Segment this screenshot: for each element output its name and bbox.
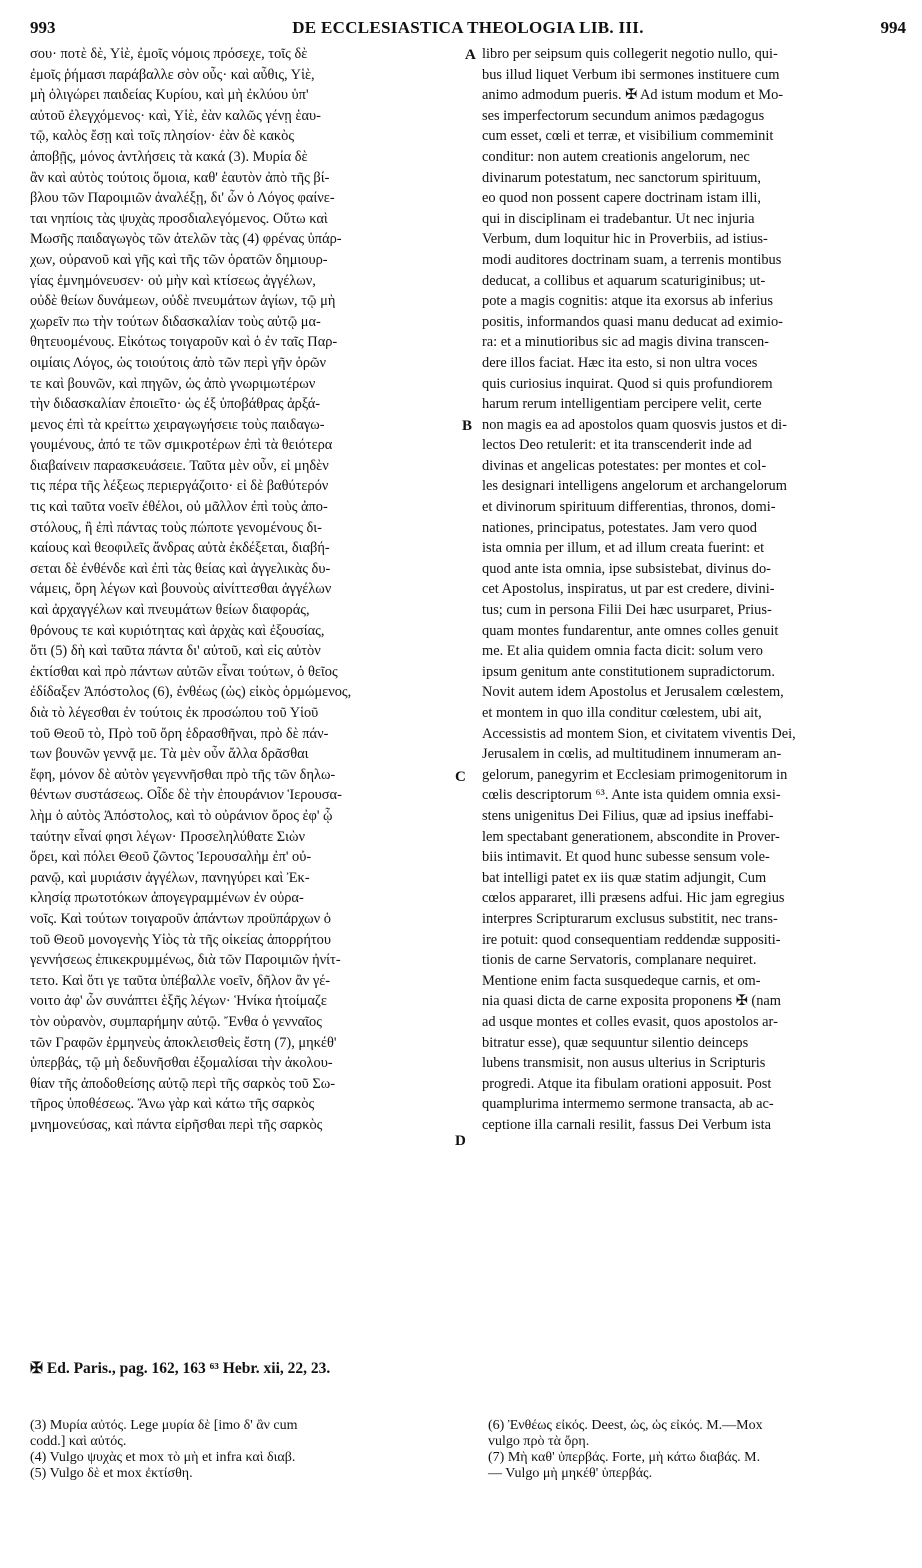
latin-text-line: divinarum potestatum, nec sanctorum spirituum, (482, 169, 761, 186)
greek-text-line: τις καὶ ταῦτα νοεῖν ἐθέλοι, οὐ μᾶλλον ἐπὶ τοὺς ἀπο- (30, 499, 328, 516)
latin-text-line: Verbum, dum loquitur hic in Proverbiis, ad istius- (482, 231, 768, 248)
latin-text-line: cet Apostolus, inspiratus, ut par est credere, divini- (482, 581, 775, 598)
greek-text-line: ἔφη, μόνον δὲ αὐτὸν γεγεννῆσθαι πρὸ τῆς τῶν δηλω- (30, 766, 336, 783)
latin-text-line: eo quod non possent capere doctrinam istam illi, (482, 190, 761, 207)
latin-text-line: et divinorum spirituum differentias, thronos, domi- (482, 499, 776, 516)
latin-text-line: ista omnia per illum, et ad illum creata fuerint: et (482, 540, 765, 557)
footnote-line: (4) Vulgo ψυχὰς et mox τὸ μὴ et infra καὶ διαβ. (30, 1450, 296, 1465)
footnotes-right (488, 1418, 908, 1482)
latin-text-line: et montem in quo illa conditur cœlestem, ubi ait, (482, 705, 762, 721)
latin-text-line: tionis de carne Servatoris, complanare nequiret. (482, 952, 757, 969)
latin-text-line: ipsum genitum ante constitutionem supradictorum. (482, 663, 775, 680)
latin-text-line: libro per seipsum quis collegerit negotio nullo, qui- (482, 46, 778, 62)
greek-text-line: τὴν διδασκαλίαν ἐποιεῖτο· ὡς ἐξ ὑποβάθρας ἀρξά- (30, 396, 321, 413)
section-marker-c: C (455, 769, 466, 785)
greek-text-line: ὅτι (5) δὴ καὶ ταῦτα πάντα δι' αὐτοῦ, καὶ εἰς αὐτὸν (30, 643, 321, 660)
latin-text-line: conditur: non autem creationis angelorum, nec (482, 148, 750, 165)
greek-text-line: τοῦ Θεοῦ τὸ, Πρὸ τοῦ ὄρη ἑδρασθῆναι, πρὸ δὲ πάν- (30, 725, 329, 742)
greek-text-line: τῶν Γραφῶν ἑρμηνεὺς ἀποκλεισθεὶς ἔστη (7), μηκέθ' (30, 1034, 337, 1051)
latin-text-line: lubens transmisit, non ausus ulterius in Scripturis (482, 1055, 766, 1072)
greek-text-line: νάμεις, ὄρη λέγων καὶ βουνοὺς αἰνίττεσθαι ἀγγέλων (30, 581, 332, 598)
latin-text-line: les designari intelligens angelorum et archangelorum (482, 478, 787, 495)
greek-text-line: νοῖς. Καὶ τούτων τοιγαροῦν ἁπάντων προϋπάρχων ὁ (30, 910, 331, 927)
greek-text-line: μὴ ὀλιγώρει παιδείας Κυρίου, καὶ μὴ ἐκλύου ὑπ' (30, 87, 309, 104)
footnotes-left (30, 1418, 470, 1482)
latin-text-line: ad usque montes et colles evasit, quos apostolos ar- (482, 1013, 778, 1030)
footnote-line: (3) Μυρία αὐτός. Lege μυρία δὲ [imo δ' ἂν cum (30, 1418, 298, 1433)
greek-text-line: κλησίᾳ πρωτοτόκων ἀπογεγραμμένων ἐν οὐρα- (30, 890, 304, 907)
greek-text-line: τε καὶ βουνῶν, καὶ πηγῶν, ὡς ἀπὸ γνωριμωτέρων (30, 375, 316, 392)
latin-text-line: ceptione illa carnali resilit, fassus Dei Verbum ista (482, 1116, 772, 1133)
section-marker-a: A (465, 47, 476, 63)
latin-text-line: positis, informandos quasi manu deducat ad eximio- (482, 313, 783, 330)
greek-text-line: θρόνους τε καὶ κυριότητας καὶ ἀρχὰς καὶ ἐξουσίας, (30, 622, 325, 639)
greek-text-line: διαβαίνειν παρασκευάσειε. Ταῦτα μὲν οὖν, εἰ μηδὲν (30, 457, 329, 474)
greek-text-line: αὐτοῦ ἐλεγχόμενος· καὶ, Υἱὲ, ἐὰν καλῶς γένῃ ἑαυ- (30, 107, 321, 124)
latin-text-line: ses imperfectorum secundum animos pædagogus (482, 107, 765, 124)
latin-column (482, 44, 907, 1135)
latin-text-line: qui in disciplinam ei tradebantur. Ut nec injuria (482, 210, 755, 227)
greek-text-line: ἐκτίσθαι καὶ πρὸ πάντων αὐτῶν εἶναι τούτων, ὁ θεῖος (30, 663, 338, 680)
footnote-line: (6) Ἐνθέως εἰκός. Deest, ὡς, ὡς εἰκός. M.—Mox (488, 1418, 763, 1433)
latin-text-line: animo admodum pueris. ✠ Ad istum modum et Mo- (482, 87, 784, 104)
latin-text-line: cum esset, cœli et terræ, et visibilium commeminit (482, 128, 774, 145)
greek-text-line: καίους καὶ θεοφιλεῖς ἄνδρας αὐτὰ ἐκδέξεται, διαβή- (30, 540, 330, 557)
latin-text-line: divinas et angelicas potestates: per montes et col- (482, 457, 767, 474)
greek-text-line: των βουνῶν γεννᾷ με. Τὰ μὲν οὖν ἄλλα δρᾶσθαι (30, 746, 309, 763)
latin-text-line: bat intelligi patet ex iis quæ statim adjungit, Cum (482, 869, 767, 886)
greek-text-line: νοιτο ἀφ' ὧν συνάπτει ἑξῆς λέγων· Ἡνίκα ἡτοίμαζε (30, 993, 327, 1010)
latin-text-line: tus; cum in persona Filii Dei hæc usurparet, Prius- (482, 602, 772, 619)
greek-text-line: ἀποβῇς, μόνος ἀντλήσεις τὰ κακά (3). Μυρία δὲ (30, 148, 308, 165)
greek-text-line: γεννήσεως ἐπικεκρυμμένως, διὰ τῶν Παροιμιῶν ἠνίτ- (30, 952, 341, 969)
latin-text-line: pote a magis cognitis: atque ita exorsus ab inferius (482, 293, 773, 310)
greek-text-line: ρανῷ, καὶ μυριάσιν ἀγγέλων, πανηγύρει καὶ Ἐκ- (30, 869, 310, 886)
greek-text-line: ἂν καὶ αὐτὸς τούτοις ὅμοια, καθ' ἑαυτὸν ἀπὸ τῆς βί- (30, 169, 330, 186)
latin-text-line: dere illos faciat. Hæc ita esto, si non ultra voces (482, 354, 758, 371)
greek-text-line: ἐδίδαξεν Ἀπόστολος (6), ἐνθέως (ὡς) εἰκὸς ὁρμώμενος, (30, 684, 352, 701)
page-number-right: 994 (880, 18, 906, 37)
section-marker-d: D (455, 1133, 466, 1149)
greek-text-line: στόλους, ἢ ἐπὶ πάντας τοὺς πώποτε γενομένους δι- (30, 519, 322, 536)
greek-text-line: οιμίαις Λόγος, ὡς τοιούτοις ἀπὸ τῶν περὶ γῆν ὁρῶν (30, 354, 326, 371)
latin-text-line: nia quasi dicta de carne exposita proponens ✠ (nam (482, 993, 781, 1010)
greek-text-line: καὶ ἀρχαγγέλων καὶ πνευμάτων θείων διαφοράς, (30, 602, 310, 619)
latin-text-line: deducat, a collibus et aquarum scaturiginibus; ut- (482, 272, 766, 289)
greek-text-line: θητευομένους. Εἰκότως τοιγαροῦν καὶ ὁ ἐν ταῖς Παρ- (30, 334, 338, 351)
page-number-left: 993 (30, 18, 56, 37)
latin-text-line: quis curiosius inquirat. Quod si quis profundiorem (482, 375, 773, 392)
footnote-line: codd.] καὶ αὐτός. (30, 1434, 127, 1449)
latin-text-line: progredi. Atque ita fibulam orationi apposuit. Post (482, 1075, 772, 1092)
running-title: DE ECCLESIASTICA THEOLOGIA LIB. III. (292, 18, 644, 37)
greek-text-line: ταύτην εἶναί φησι λέγων· Προσεληλύθατε Σιὼν (30, 828, 305, 845)
greek-text-line: σου· ποτὲ δὲ, Υἱὲ, ἐμοῖς νόμοις πρόσεχε, τοῖς δὲ (30, 46, 308, 62)
footer-references: ✠ Ed. Paris., pag. 162, 163 ⁶³ Hebr. xii, 22, 23. (30, 1360, 331, 1377)
greek-text-line: θίαν τῆς ἀποδοθείσης αὐτῷ περὶ τῆς σαρκὸς τοῦ Σω- (30, 1075, 336, 1092)
greek-text-line: οὐδὲ θείων δυνάμεων, οὐδὲ πνευμάτων ἁγίων, τῷ μὴ (30, 293, 336, 310)
footnote-line: (5) Vulgo δὲ et mox ἐκτίσθη. (30, 1466, 193, 1481)
latin-text-line: modi auditores doctrinam suam, a terrenis montibus (482, 251, 782, 268)
latin-text-line: lectos Deo retulerit: et ita transcenderit inde ad (482, 437, 752, 454)
greek-text-line: τετο. Καὶ ὅτι γε ταῦτα ὑπέβαλλε νοεῖν, δῆλον ἂν γέ- (30, 972, 331, 989)
footnote-line: — Vulgo μὴ μηκέθ' ὑπερβάς. (488, 1466, 653, 1481)
latin-text-line: ra: et a minutioribus sic ad magis divina transcen- (482, 334, 769, 351)
greek-text-line: τῷ, καλὸς ἔσῃ καὶ τοῖς πλησίον· ἐὰν δὲ κακὸς (30, 128, 295, 145)
latin-text-line: cœlos appararet, illi præsens adfui. Hic jam egregius (482, 890, 785, 907)
greek-text-line: γίας ἐμνημόνευσεν· οὐ μὴν καὶ κτίσεως ἀγγέλων, (30, 272, 316, 289)
latin-text-line: Mentione enim facta susquedeque carnis, et om- (482, 972, 761, 989)
greek-text-line: διὰ τὸ λέγεσθαι ἐν τούτοις ἐκ προσώπου τοῦ Υἱοῦ (30, 705, 319, 721)
footnote-line: vulgo πρὸ τὰ ὄρη. (488, 1434, 590, 1449)
greek-text-line: τις πέρα τῆς λέξεως περιεργάζοιτο· εἰ δὲ βαθύτερόν (30, 478, 329, 495)
latin-text-line: harum rerum intelligentiam percipere velit, certe (482, 396, 762, 413)
greek-text-line: ἐμοῖς ῥήμασι παράβαλλε σὸν οὖς· καὶ αὖθις, Υἱὲ, (30, 66, 315, 83)
latin-text-line: Novit autem idem Apostolus et Jerusalem cœlestem, (482, 684, 784, 701)
greek-text-line: βλου τῶν Παροιμιῶν ἀναλέξῃ, δι' ὧν ὁ Λόγος φαίνε- (30, 190, 335, 207)
latin-text-line: cœlis descriptorum ⁶³. Ante ista quidem omnia exsi- (482, 787, 781, 804)
latin-text-line: interpres Scripturarum exclusus substitit, nec trans- (482, 910, 778, 927)
latin-text-line: me. Et alia quidem omnia facta dicit: solum vero (482, 643, 763, 660)
latin-text-line: quamplurima intermemo sermone transacta, ab ac- (482, 1096, 774, 1113)
greek-text-line: Μωσῆς παιδαγωγὸς τῶν ἀτελῶν τὰς (4) φρένας ὑπάρ- (30, 231, 342, 248)
latin-text-line: gelorum, panegyrim et Ecclesiam primogenitorum in (482, 766, 788, 783)
latin-text-line: Accessistis ad montem Sion, et civitatem viventis Dei, (482, 725, 796, 742)
greek-text-line: θέντων συστάσεως. Οἶδε δὲ τὴν ἐπουράνιον Ἱερουσα- (30, 787, 342, 804)
greek-text-line: χωρεῖν πω τὴν τούτων διδασκαλίαν τοὺς αὐτῷ μα- (30, 313, 321, 330)
latin-text-line: bus illud liquet Verbum ibi sermones instituere cum (482, 66, 780, 83)
greek-text-line: τῆρος ὑποθέσεως. Ἄνω γὰρ καὶ κάτω τῆς σαρκὸς (30, 1096, 315, 1113)
greek-text-line: μενος ἐπὶ τὰ κρείττω χειραγωγήσειε τοὺς παιδαγω- (30, 416, 325, 433)
latin-text-line: stens unigenitus Dei Filius, quæ ad ipsius ineffabi- (482, 807, 774, 824)
greek-text-line: τοῦ Θεοῦ μονογενὴς Υἱὸς τὰ τῆς οἰκείας ἀπορρήτου (30, 931, 331, 948)
greek-text-line: τὸν οὐρανὸν, συμπαρήμην αὐτῷ. Ἔνθα ὁ γενναῖος (30, 1013, 322, 1030)
latin-text-line: quam montes fundarentur, ante omnes colles genuit (482, 622, 779, 639)
latin-text-line: Jerusalem in cœlis, ad multitudinem innumeram an- (482, 746, 782, 763)
greek-text-line: ὑπερβάς, τῷ μὴ δεδυνῆσθαι ἐξομαλίσαι τὴν ἀκολου- (30, 1055, 333, 1072)
latin-text-line: ire potuit: quod consequentiam reddendæ suppositi- (482, 931, 781, 948)
greek-text-line: ται νηπίοις τὰς ψυχὰς προσδιαλεγόμενος. Οὕτω καὶ (30, 210, 328, 227)
footnote-line: (7) Μὴ καθ' ὑπερβάς. Forte, μὴ κάτω διαβάς. M. (488, 1450, 761, 1465)
greek-text-line: σεται δὲ ἐνθένδε καὶ ἐπὶ τὰς θείας καὶ ἀγγελικὰς δυ- (30, 560, 331, 577)
greek-text-line: ὄρει, καὶ πόλει Θεοῦ ζῶντος Ἱερουσαλὴμ ἐπ' οὐ- (30, 849, 312, 866)
latin-text-line: non magis ea ad apostolos quam quosvis justos et di- (482, 416, 787, 433)
latin-text-line: lem spectabant generationem, abscondite in Prover- (482, 828, 780, 845)
greek-text-line: χων, οὐρανοῦ καὶ γῆς καὶ τῆς τῶν ὁρατῶν δημιουρ- (30, 251, 328, 268)
greek-text-line: λὴμ ὁ αὐτὸς Ἀπόστολος, καὶ τὸ οὐράνιον ὄρος ἐφ' ᾧ (30, 807, 333, 824)
page-header (30, 18, 906, 42)
latin-text-line: quod ante ista omnia, ipse subsistebat, divinus do- (482, 560, 771, 577)
latin-text-line: bitratur esse), quæ sequuntur silentio deinceps (482, 1034, 749, 1051)
latin-text-line: nationes, principatus, potestates. Jam vero quod (482, 519, 757, 536)
greek-text-line: μνημονεύσας, καὶ πάντα εἰρῆσθαι περὶ τῆς σαρκὸς (30, 1116, 323, 1133)
latin-text-line: biis intimavit. Et quod hunc subesse sensum vole- (482, 849, 770, 866)
section-marker-b: B (462, 418, 473, 434)
greek-text-line: γουμένους, ἀπό τε τῶν σμικροτέρων ἐπὶ τὰ θειότερα (30, 437, 333, 454)
greek-column (30, 44, 460, 1135)
